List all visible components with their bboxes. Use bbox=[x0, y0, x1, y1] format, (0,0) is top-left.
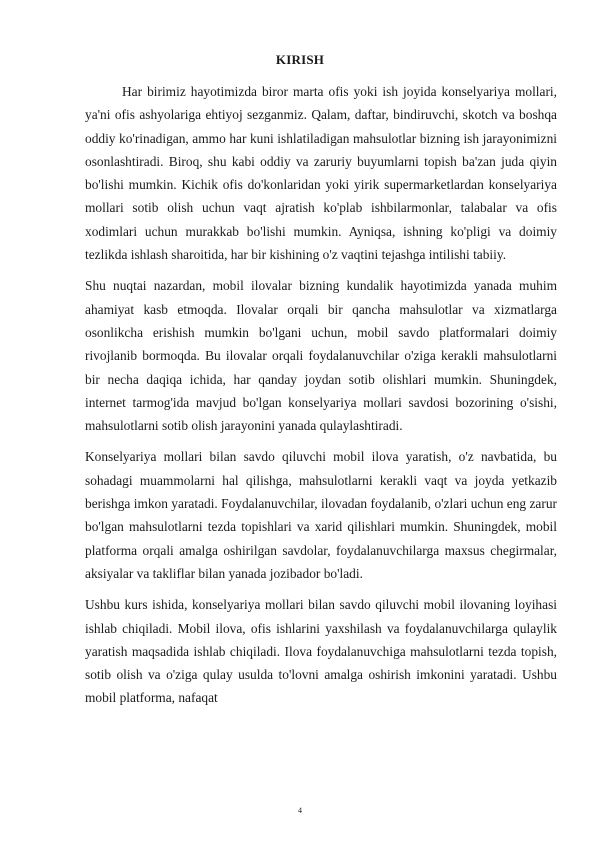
body-text bbox=[85, 80, 557, 718]
paragraph-intro: Har birimiz hayotimizda biror marta ofis yoki ish joyida konselyariya mollari, ya'ni ofis ashyolariga ehtiyoj sezganmiz. Qalam, daftar, bindiruvchi, skotch va boshqa oddiy ko'rinadigan, ammo har kuni ishlatiladigan mahsulotlar bizning ish jarayonimizni osonlashtiradi. Biroq, shu kabi oddiy va zaruriy buyumlarni topish ba'zan juda qiyin bo'lishi mumkin. Kichik ofis do'konlaridan yoki yirik supermarketlardan konselyariya mollari sotib olish uchun vaqt ajratish ko'plab ishbilarmonlar, talabalar va ofis xodimlari uchun murakkab bo'lishi mumkin. Ayniqsa, ishning ko'pligi va doimiy tezlikda ishlash sharoitida, har bir kishining o'z vaqtini tejashga intilishi tabiiy. bbox=[85, 84, 557, 263]
page-number: 4 bbox=[298, 806, 302, 815]
page-title: KIRISH bbox=[275, 52, 325, 67]
paragraph-app-benefits: Konselyariya mollari bilan savdo qiluvchi mobil ilova yaratish, o'z navbatida, bu sohadagi muammolarni hal qilishga, mahsulotlarni kerakli vaqt va joyda yetkazib berishga imkon yaratadi. Foydalanuvchilar, ilovadan foydalanib, o'zlari uchun eng zarur bo'lgan mahsulotlarni tezda topishlari va xarid qilishlari mumkin. Shuningdek, mobil platforma orqali amalga oshirilgan savdolar, foydalanuvchilarga maxsus chegirmalar, aksiyalar va takliflar bilan yanada jozibador bo'ladi. bbox=[85, 449, 557, 581]
paragraph-course-work: Ushbu kurs ishida, konselyariya mollari bilan savdo qiluvchi mobil ilovaning loyihasi ishlab chiqiladi. Mobil ilova, ofis ishlarini yaxshilash va foydalanuvchilarga qulaylik yaratish maqsadida ishlab chiqiladi. Ilova foydalanuvchiga mahsulotlarni tezda topish, sotib olish va o'ziga qulay usulda to'lovni amalga oshirish imkonini yaratadi. Ushbu mobil platforma, nafaqat bbox=[85, 597, 557, 706]
paragraph-mobile-apps: Shu nuqtai nazardan, mobil ilovalar bizning kundalik hayotimizda yanada muhim ahamiyat kasb etmoqda. Ilovalar orqali bir qancha mahsulotlar va xizmatlarga osonlikcha erishish mumkin bo'lgani uchun, mobil savdo platformalari doimiy rivojlanib bormoqda. Bu ilovalar orqali foydalanuvchilar o'ziga kerakli mahsulotlarni bir necha daqiqa ichida, har qanday joydan sotib olishlari mumkin. Shuningdek, internet tarmog'ida mavjud bo'lgan konselyariya mollari savdosi bozorining o'sishi, mahsulotlarni sotib olish jarayonini yanada qulaylashtiradi. bbox=[85, 278, 557, 434]
